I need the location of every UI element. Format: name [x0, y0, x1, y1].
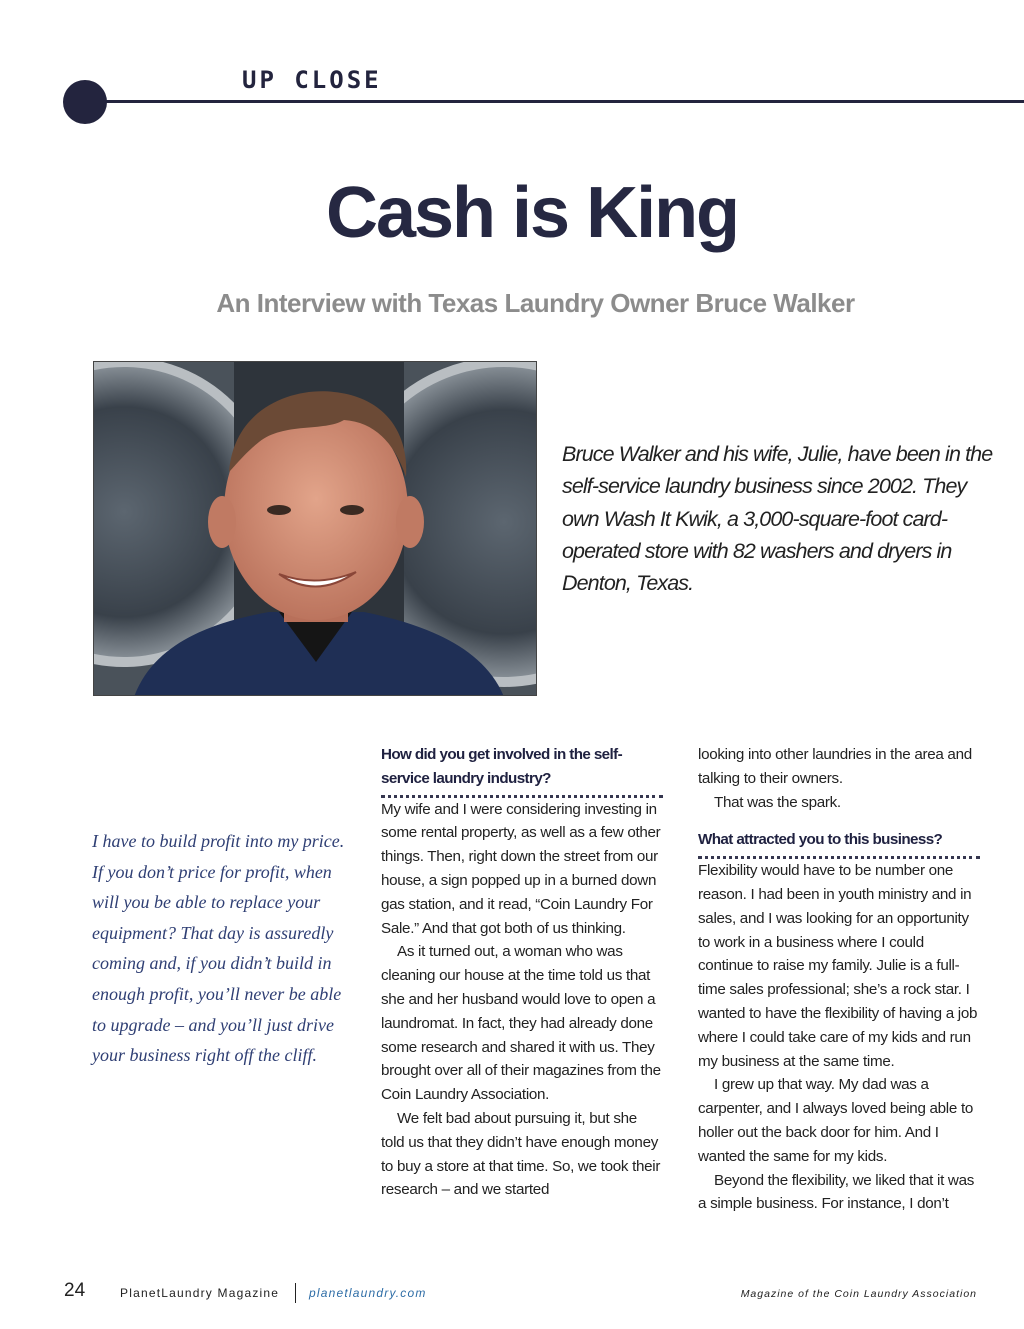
- website-link[interactable]: planetlaundry.com: [309, 1286, 427, 1300]
- answer-paragraph: Beyond the flexibility, we liked that it was a simple business. For instance, I don’t: [698, 1171, 975, 1213]
- page-number: 24: [64, 1280, 86, 1301]
- pull-quote: I have to build profit into my price. If you don’t price for profit, when will you be able to replace your equipment? That day is assuredly coming and, if you didn’t build in enough profit, you’ll never be able to upgrade – and you’ll just drive your business right off the cliff.: [92, 831, 345, 1066]
- article-title: Cash is King: [325, 173, 739, 253]
- answer-paragraph: That was the spark.: [714, 793, 841, 811]
- association-tagline: Magazine of the Coin Laundry Association: [740, 1288, 977, 1300]
- article-column-2: [698, 743, 980, 1216]
- answer-paragraph: We felt bad about pursuing it, but she told us that they didn’t have enough money to buy a store at that time. So, we took their research – and we started: [381, 1109, 661, 1199]
- footer-divider: [295, 1283, 296, 1303]
- header-rule: [100, 100, 1024, 103]
- header-dot: [63, 80, 107, 124]
- answer-paragraph: As it turned out, a woman who was cleaning our house at the time told us that she and her husband would love to open a laundromat. In fact, they had already done some research and shared it with us. They brought over all of their magazines from the Coin Laundry Association.: [381, 943, 661, 1104]
- article-column-1: [381, 743, 663, 1202]
- intro-paragraph: Bruce Walker and his wife, Julie, have been in the self-service laundry business since 2002. They own Wash It Kwik, a 3,000-square-foot card-operated store with 82 washers and dryers in Denton, Texas.: [562, 442, 993, 596]
- publication-name: PlanetLaundry Magazine: [120, 1286, 280, 1300]
- article-subtitle: An Interview with Texas Laundry Owner Bruce Walker: [216, 288, 855, 318]
- question-heading: How did you get involved in the self-service laundry industry?: [381, 743, 663, 798]
- section-label: UP CLOSE: [242, 66, 382, 94]
- answer-paragraph: My wife and I were considering investing in some rental property, as well as a few other things. Then, right down the street from our house, a sign popped up in a burned down gas station, and it read, “Coin Laundry For Sale.” And that got both of us thinking.: [381, 800, 661, 937]
- answer-paragraph: I grew up that way. My dad was a carpenter, and I always loved being able to holler out the back door for him. And I wanted the same for my kids.: [698, 1076, 974, 1165]
- answer-paragraph: looking into other laundries in the area and talking to their owners.: [698, 746, 972, 787]
- answer-paragraph: Flexibility would have to be number one reason. I had been in youth ministry and in sales, and I was looking for an opportunity to work in a business where I could continue to raise my family. Julie is a full-time sales professional; she’s a rock star. I wanted to have the flexibility of having a job where I could take care of my kids and run my business at the same time.: [698, 862, 978, 1070]
- question-heading: What attracted you to this business?: [698, 828, 980, 859]
- portrait-photo: [93, 361, 537, 696]
